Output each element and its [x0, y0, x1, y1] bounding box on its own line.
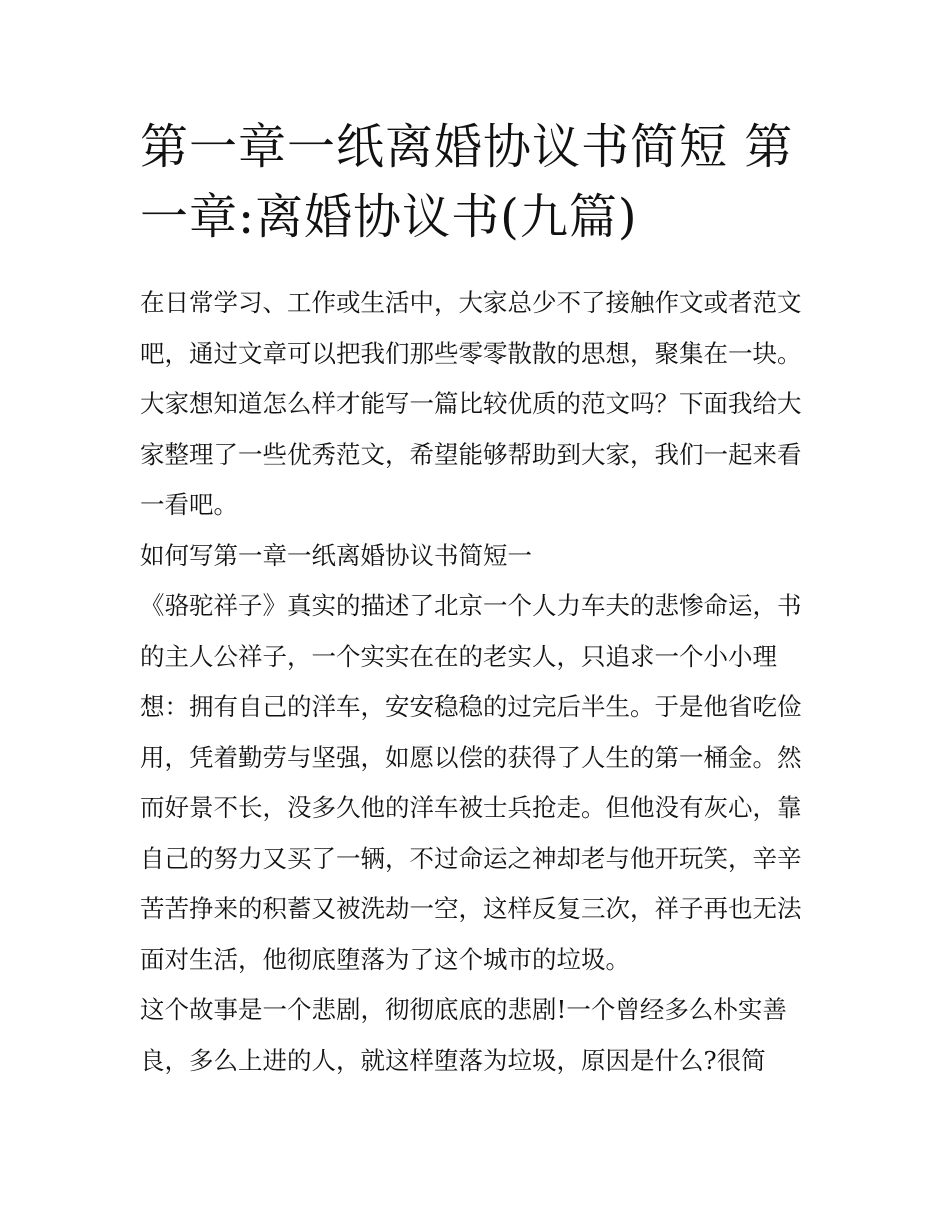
intro-paragraph: 在日常学习、工作或生活中，大家总少不了接触作文或者范文吧，通过文章可以把我们那些零零散散的思想，聚集在一块。大家想知道怎么样才能写一篇比较优质的范文吗？下面我给大家整理了一些优秀范文，希望能够帮助到大家，我们一起来看一看吧。 [140, 288, 802, 519]
section-heading: 如何写第一章一纸离婚协议书简短一 [140, 540, 532, 570]
document-title: 第一章一纸离婚协议书简短 第一章:离婚协议书(九篇) [140, 119, 794, 245]
commentary-paragraph: 这个故事是一个悲剧，彻彻底底的悲剧!一个曾经多么朴实善良，多么上进的人，就这样堕落为垃圾，原因是什么?很简 [140, 995, 787, 1075]
story-paragraph: 《骆驼祥子》真实的描述了北京一个人力车夫的悲惨命运，书的主人公祥子，一个实实在在的老实人，只追求一个小小理想：拥有自己的洋车，安安稳稳的过完后半生。于是他省吃俭用，凭着勤劳与坚强，如愿以偿的获得了人生的第一桶金。然而好景不长，没多久他的洋车被士兵抢走。但他没有灰心，靠自己的努力又买了一辆，不过命运之神却老与他开玩笑，辛辛苦苦挣来的积蓄又被洗劫一空，这样反复三次，祥子再也无法面对生活，他彻底堕落为了这个城市的垃圾。 [140, 591, 802, 974]
document-body [140, 278, 820, 1086]
